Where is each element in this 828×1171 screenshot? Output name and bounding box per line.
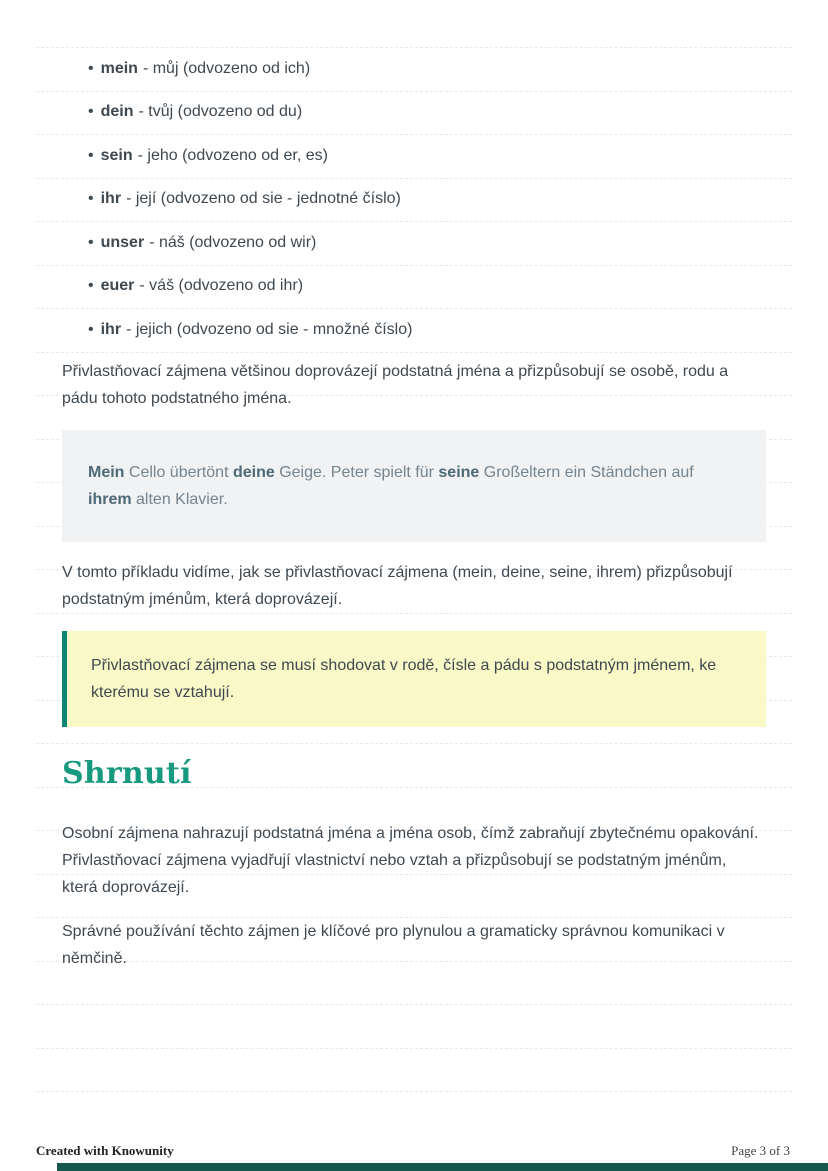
paragraph: Přivlastňovací zájmena většinou doprovázejí podstatná jména a přizpůsobují se osobě, rodu a pádu tohoto podstatného jména. <box>62 362 729 407</box>
bullet-icon: • <box>88 190 94 208</box>
paragraph: V tomto příkladu vidíme, jak se přivlastňovací zájmena (mein, deine, seine, ihrem) přizpůsobují podstatným jménům, která doprovázejí. <box>62 563 733 608</box>
pronoun-desc: - tvůj (odvozeno od du) <box>138 103 303 121</box>
quote-bold-word: deine <box>232 463 275 481</box>
ruled-line <box>36 1048 792 1049</box>
bottom-accent-bar <box>57 1163 828 1171</box>
bullet-icon: • <box>88 233 94 251</box>
pronoun-desc: - náš (odvozeno od wir) <box>149 233 317 251</box>
page-number: Page 3 of 3 <box>731 1143 790 1158</box>
possessive-pronoun-list <box>62 47 766 352</box>
pronoun-term: unser <box>100 233 145 251</box>
pronoun-desc: - její (odvozeno od sie - jednotné číslo) <box>126 190 401 208</box>
pronoun-desc: - jeho (odvozeno od er, es) <box>137 146 328 164</box>
summary-heading: Shrnutí <box>62 755 192 791</box>
list-item <box>62 91 766 135</box>
pronoun-desc: - můj (odvozeno od ich) <box>142 59 311 77</box>
list-item <box>62 178 766 222</box>
list-item <box>62 265 766 309</box>
paragraph: Správné používání těchto zájmen je klíčové pro plynulou a gramaticky správnou komunikaci v němčině. <box>62 922 725 967</box>
bullet-icon: • <box>88 320 94 338</box>
bullet-icon: • <box>88 59 94 77</box>
ruled-line <box>36 1091 792 1092</box>
pronoun-term: sein <box>100 146 133 164</box>
list-item <box>62 221 766 265</box>
ruled-line <box>36 1004 792 1005</box>
pronoun-term: ihr <box>100 320 122 338</box>
pronoun-desc: - jejich (odvozeno od sie - množné číslo) <box>126 320 413 338</box>
quote-bold-word: seine <box>438 463 480 481</box>
highlight-callout-box: Přivlastňovací zájmena se musí shodovat v rodě, čísle a pádu s podstatným jménem, ke kterému se vztahují. <box>62 631 766 727</box>
quote-text: Großeltern ein Ständchen auf <box>479 463 694 481</box>
pronoun-desc: - váš (odvozeno od ihr) <box>139 277 304 295</box>
example-quote-box <box>62 430 766 542</box>
quote-text: Cello übertönt <box>124 463 233 481</box>
pronoun-term: ihr <box>100 190 122 208</box>
pronoun-term: dein <box>100 103 134 121</box>
paragraph: Osobní zájmena nahrazují podstatná jména a jména osob, čímž zabraňují zbytečnému opakování. Přivlastňovací zájmena vyjadřují vlastnictví nebo vztah a přizpůsobují se podstatným jménům, která doprovázejí. <box>62 824 759 896</box>
list-item <box>62 47 766 91</box>
list-item <box>62 308 766 352</box>
quote-text: Geige. Peter spielt für <box>274 463 439 481</box>
footer-branding: Created with Knowunity <box>36 1143 174 1158</box>
pronoun-term: mein <box>100 59 138 77</box>
quote-bold-word: ihrem <box>88 490 132 508</box>
quote-text: alten Klavier. <box>131 490 228 508</box>
list-item <box>62 134 766 178</box>
page-footer <box>36 1143 790 1159</box>
pronoun-term: euer <box>100 277 135 295</box>
bullet-icon: • <box>88 103 94 121</box>
quote-bold-word: Mein <box>88 463 125 481</box>
bullet-icon: • <box>88 146 94 164</box>
bullet-icon: • <box>88 277 94 295</box>
